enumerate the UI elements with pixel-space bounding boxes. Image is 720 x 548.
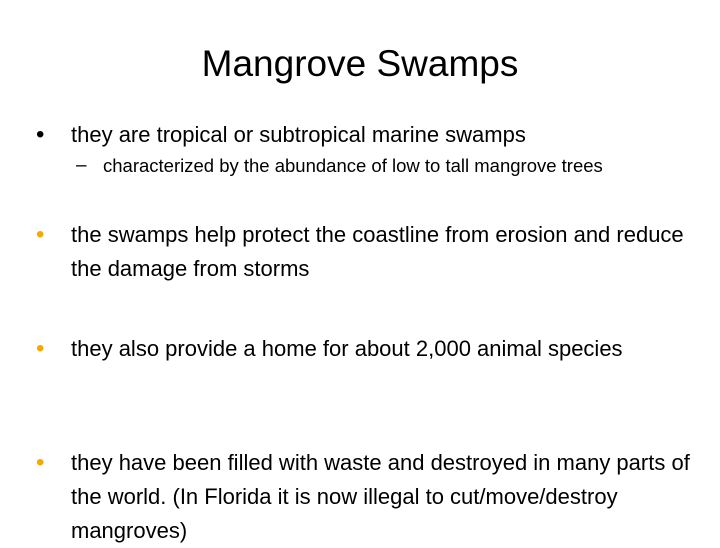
slide-title: Mangrove Swamps [201, 43, 519, 84]
bullet-text-3: they also provide a home for about 2,000 animal species [71, 336, 623, 361]
bullet-marker-2: • [36, 221, 45, 248]
bullet-text-2: the swamps help protect the coastline from erosion and reduce the damage from storms [71, 222, 684, 281]
sub-bullet-marker-1: – [76, 155, 87, 176]
bullet-text-1: they are tropical or subtropical marine swamps [71, 122, 526, 147]
bullet-text-4: they have been filled with waste and destroyed in many parts of the world. (In Florida it is now illegal to cut/move/destroy mangroves) [71, 450, 690, 543]
bullet-marker-4: • [36, 449, 45, 476]
sub-bullet-text-1: characterized by the abundance of low to tall mangrove trees [103, 155, 603, 176]
bullet-marker-3: • [36, 335, 45, 362]
bullet-marker-1: • [36, 121, 45, 148]
